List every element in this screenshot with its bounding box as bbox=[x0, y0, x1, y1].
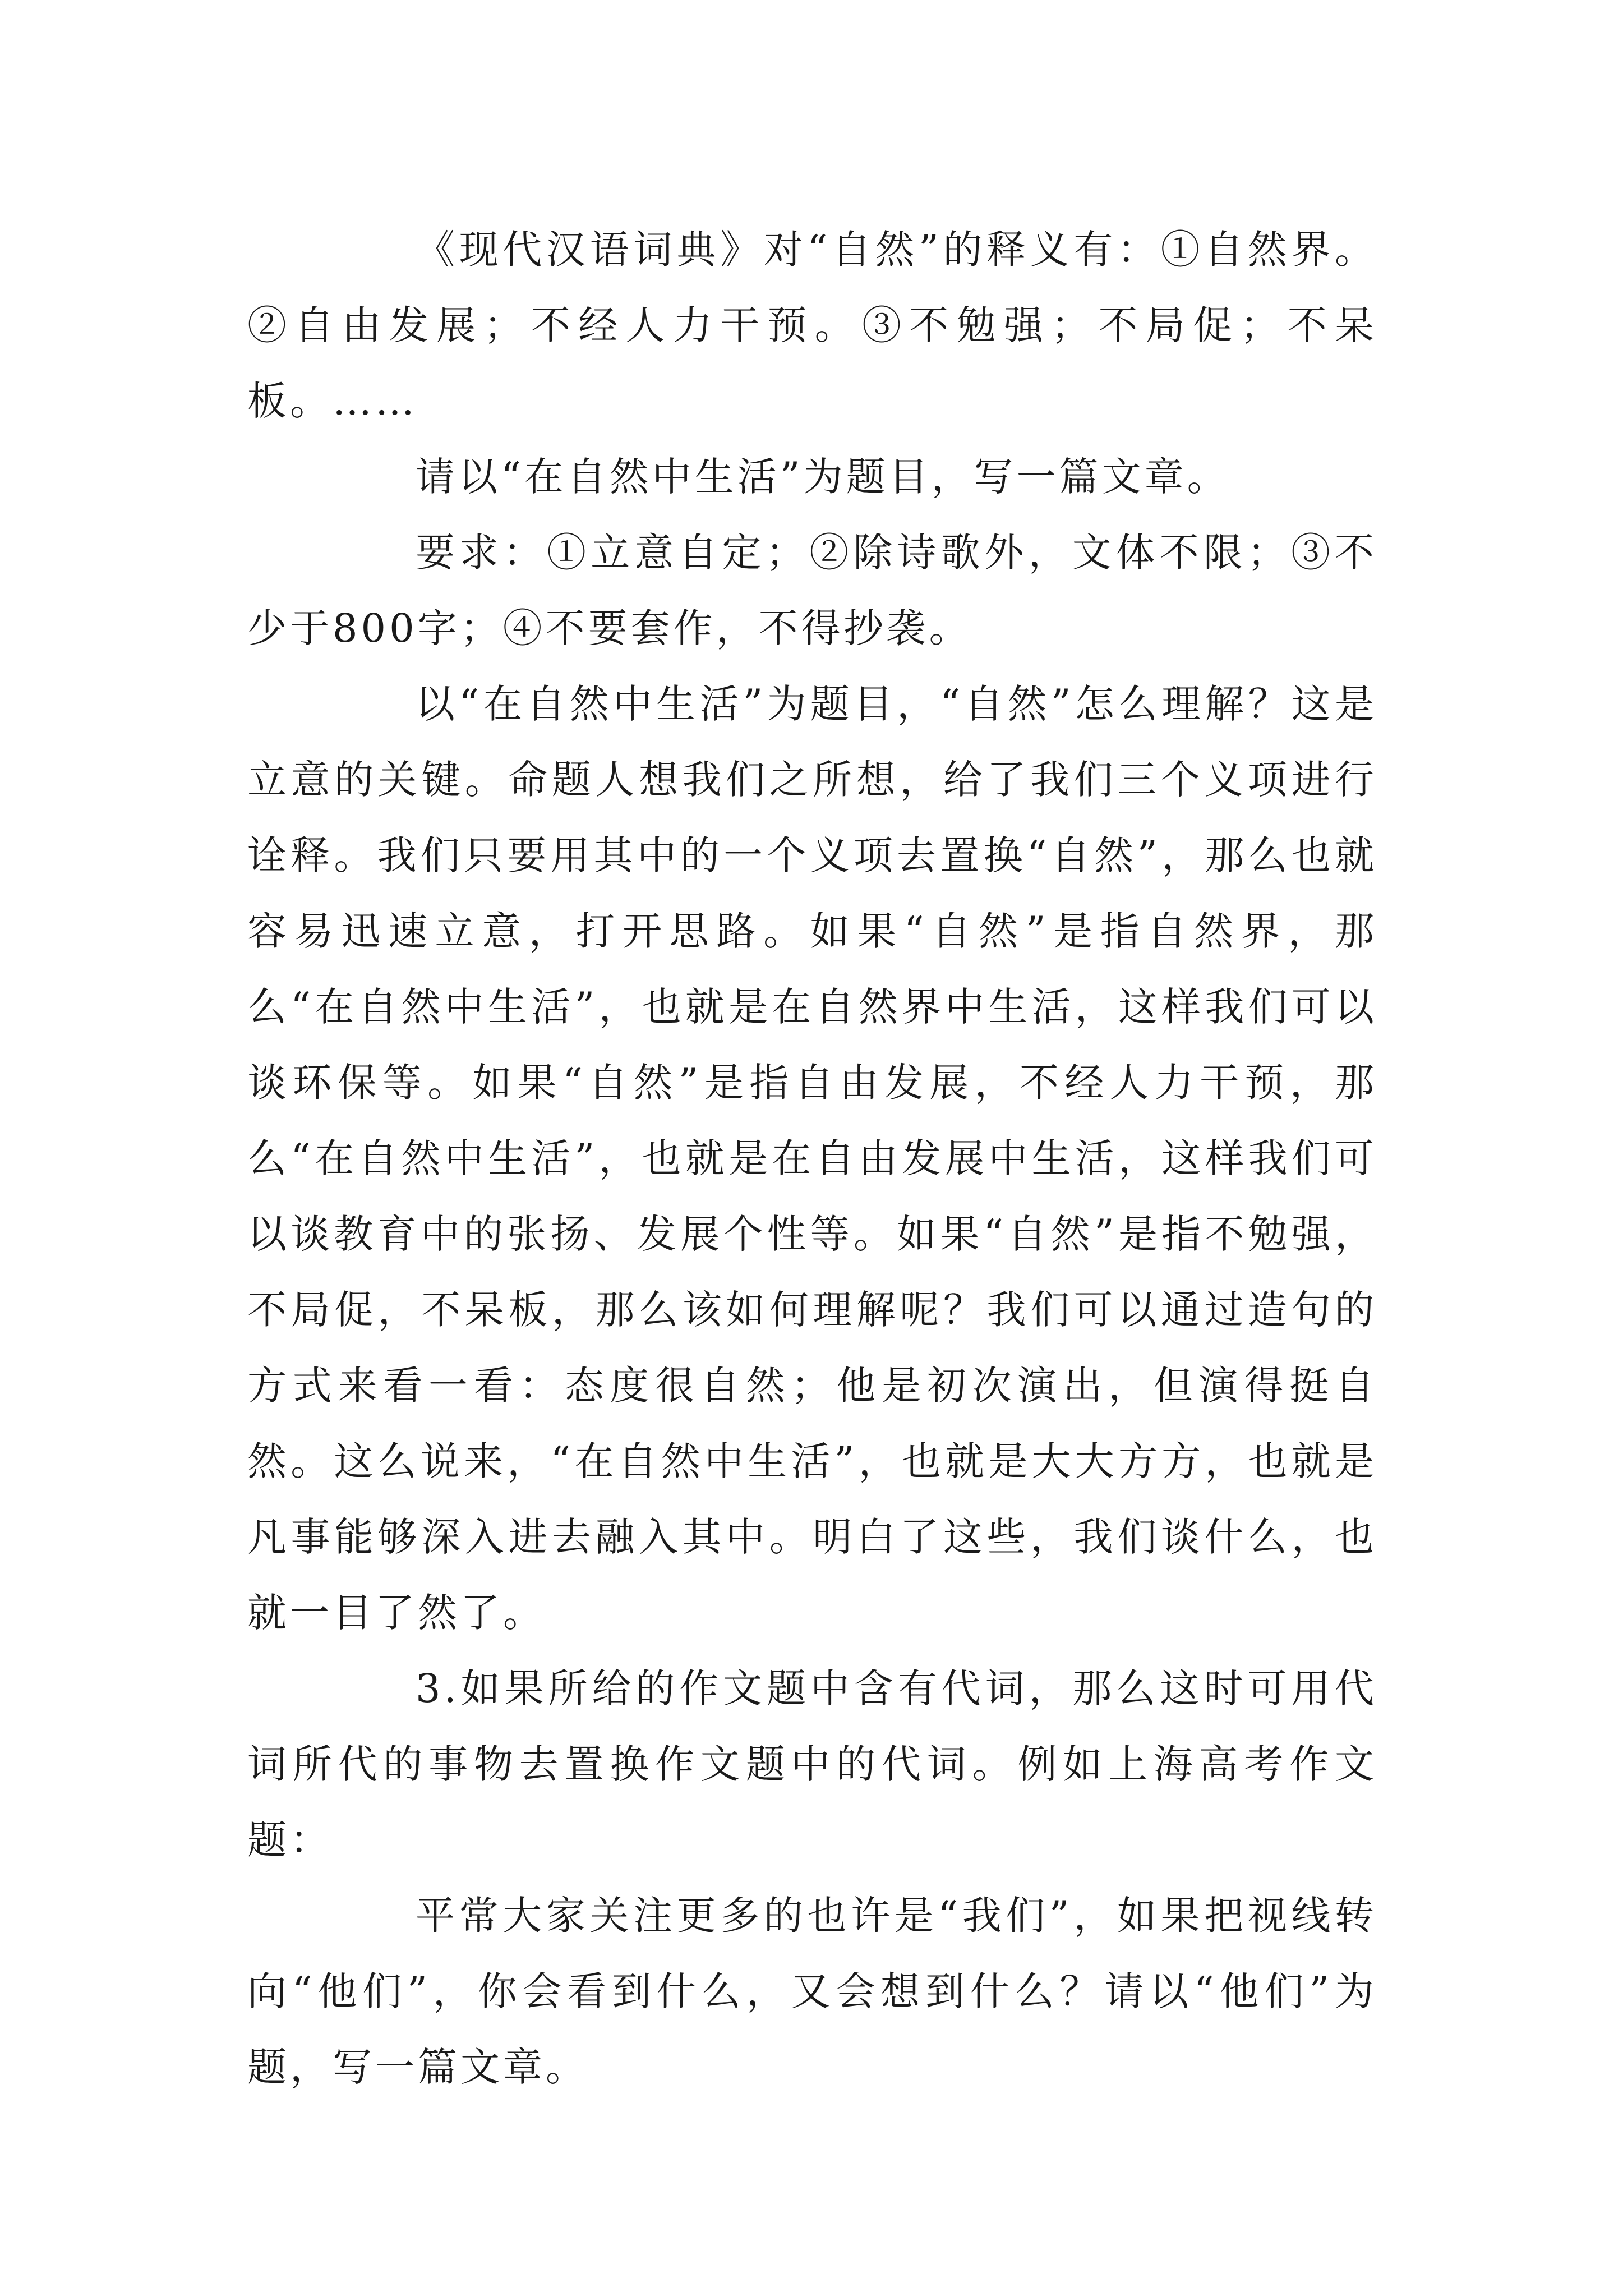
document-body bbox=[247, 212, 1377, 2105]
method-three-paragraph: 3.如果所给的作文题中含有代词，那么这时可用代词所代的事物去置换作文题中的代词。例如上海高考作文题： bbox=[247, 1665, 1377, 1863]
requirements-paragraph: 要求：①立意自定；②除诗歌外，文体不限；③不少于800字；④不要套作，不得抄袭。 bbox=[247, 530, 1377, 651]
shanghai-prompt-paragraph: 平常大家关注更多的也许是“我们”，如果把视线转向“他们”，你会看到什么，又会想到什么？请以“他们”为题，写一篇文章。 bbox=[247, 1893, 1377, 2090]
analysis-paragraph: 以“在自然中生活”为题目，“自然”怎么理解？这是立意的关键。命题人想我们之所想，给了我们三个义项进行诠释。我们只要用其中的一个义项去置换“自然”，那么也就容易迅速立意，打开思路。如果“自然”是指自然界，那么“在自然中生活”，也就是在自然界中生活，这样我们可以谈环保等。如果“自然”是指自由发展，不经人力干预，那么“在自然中生活”，也就是在自由发展中生活，这样我们可以谈教育中的张扬、发展个性等。如果“自然”是指不勉强，不局促，不呆板，那么该如何理解呢？我们可以通过造句的方式来看一看：态度很自然；他是初次演出，但演得挺自然。这么说来，“在自然中生活”，也就是大大方方，也就是凡事能够深入进去融入其中。明白了这些，我们谈什么，也就一目了然了。 bbox=[247, 681, 1377, 1636]
dictionary-definition-paragraph: 《现代汉语词典》对“自然”的释义有：①自然界。②自由发展；不经人力干预。③不勉强；不局促；不呆板。…… bbox=[247, 227, 1377, 424]
essay-prompt-paragraph: 请以“在自然中生活”为题目，写一篇文章。 bbox=[416, 454, 1230, 500]
